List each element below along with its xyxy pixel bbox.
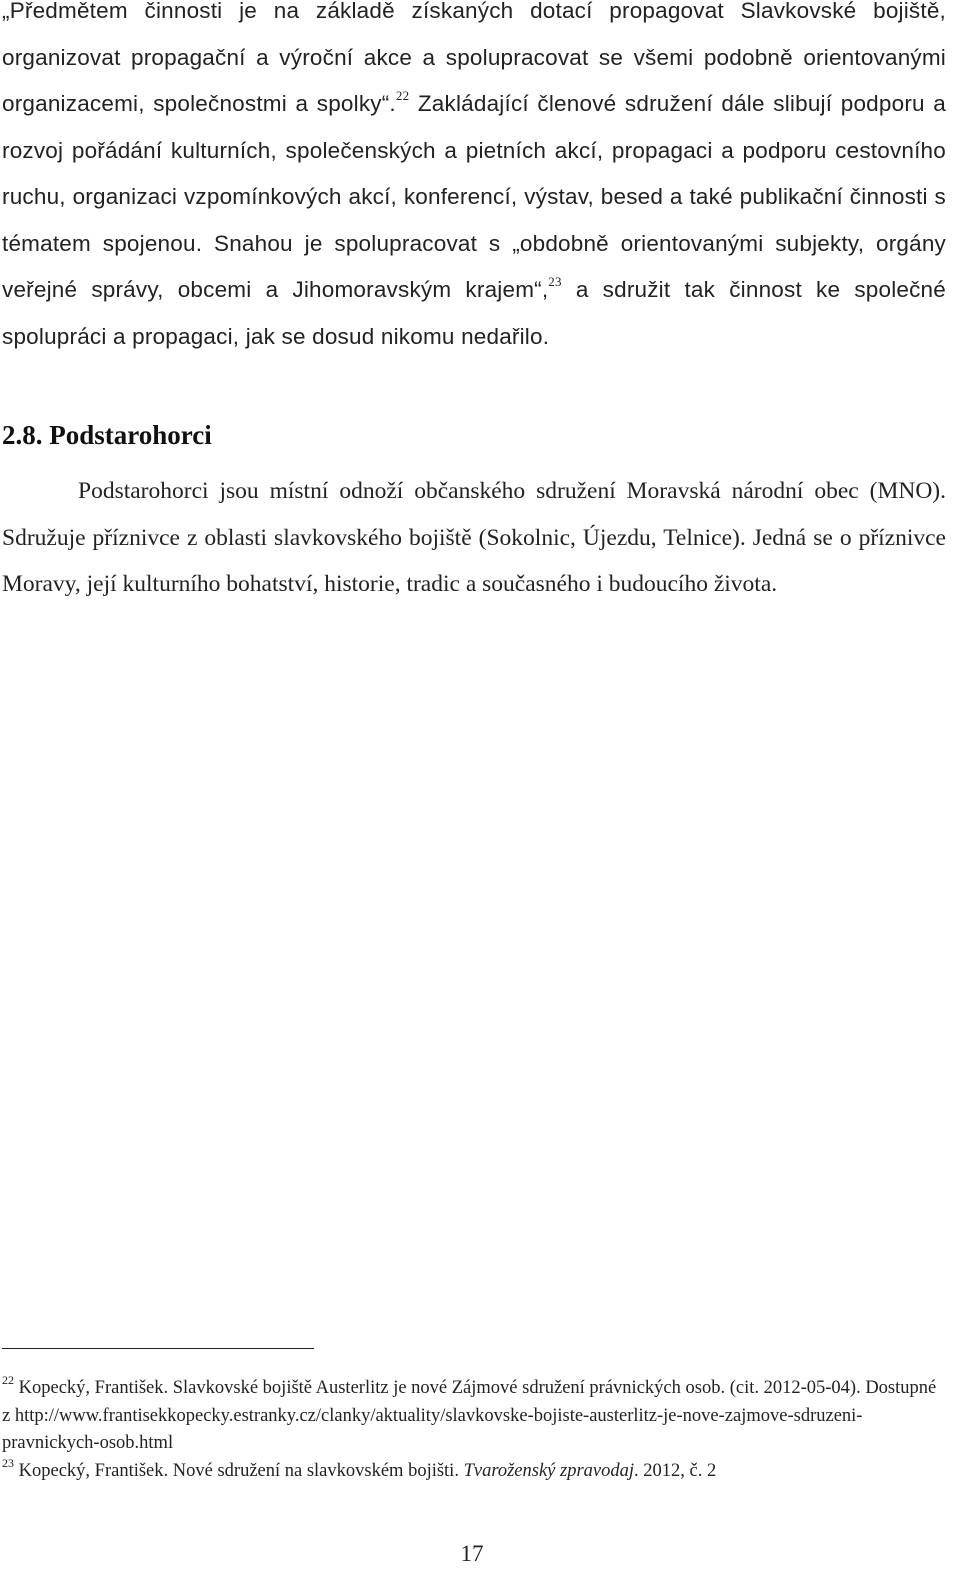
footnote-text-end: . 2012, č. 2 (634, 1460, 717, 1481)
page-number: 17 (460, 1541, 484, 1566)
footnote-text: Kopecký, František. Slavkovské bojiště Austerlitz je nové Zájmové sdružení právnických osob. (cit. 2012-05-04). Dostupné z http://www.frantisekkopecky.estranky.cz/clanky/aktuality/slavkovske-bojiste-austerlitz-je-nove-zajmove-sdruzeni-pravnickych-osob.html (2, 1378, 937, 1453)
footnote-number: 22 (2, 1373, 14, 1387)
paragraph-text-part2: Zakládající členové sdružení dále slibují podporu a rozvoj pořádání kulturních, společenských a pietních akcí, propagaci a podporu cestovního ruchu, organizaci vzpomínkových akcí, konferencí, výstav, besed a také publikační činnosti s tématem spojenou. Snahou je spolupracovat s „obdobně orientovanými subjekty, orgány veřejné správy, obcemi a Jihomoravským krajem“, (2, 91, 946, 302)
footnote-divider (2, 1348, 314, 1349)
section-paragraph: Podstarohorci jsou místní odnoží občanského sdružení Moravská národní obec (MNO). Sdružuje příznivce z oblasti slavkovského bojiště (Sokolnic, Újezdu, Telnice). Jedná se o příznivce Moravy, její kulturního bohatství, historie, tradic a současného i budoucího života. (2, 478, 946, 597)
footnote-23 (2, 1455, 946, 1486)
footnote-journal-title: Tvaroženský zpravodaj (463, 1460, 634, 1481)
paragraph-text-part1: „Předmětem činnosti je na základě získaných dotací propagovat Slavkovské bojiště, organizovat propagační a výroční akce a spolupracovat se všemi podobně orientovanými organizacemi, společnostmi a spolky“. (2, 0, 946, 116)
paragraph-text-part3: a sdružit tak činnost ke společné spolupráci a propagaci, jak se dosud nikomu nedařilo. (2, 277, 946, 349)
section-heading: 2.8. Podstarohorci (2, 420, 212, 450)
footnotes (2, 1375, 946, 1485)
footnote-ref-22: 22 (395, 88, 410, 103)
footnote-text: Kopecký, František. Nové sdružení na slavkovském bojišti. (14, 1460, 464, 1481)
paragraph-association-activities (2, 0, 946, 360)
footnote-22 (2, 1375, 946, 1458)
footnote-ref-23: 23 (548, 274, 562, 289)
footnote-number: 23 (2, 1455, 14, 1470)
